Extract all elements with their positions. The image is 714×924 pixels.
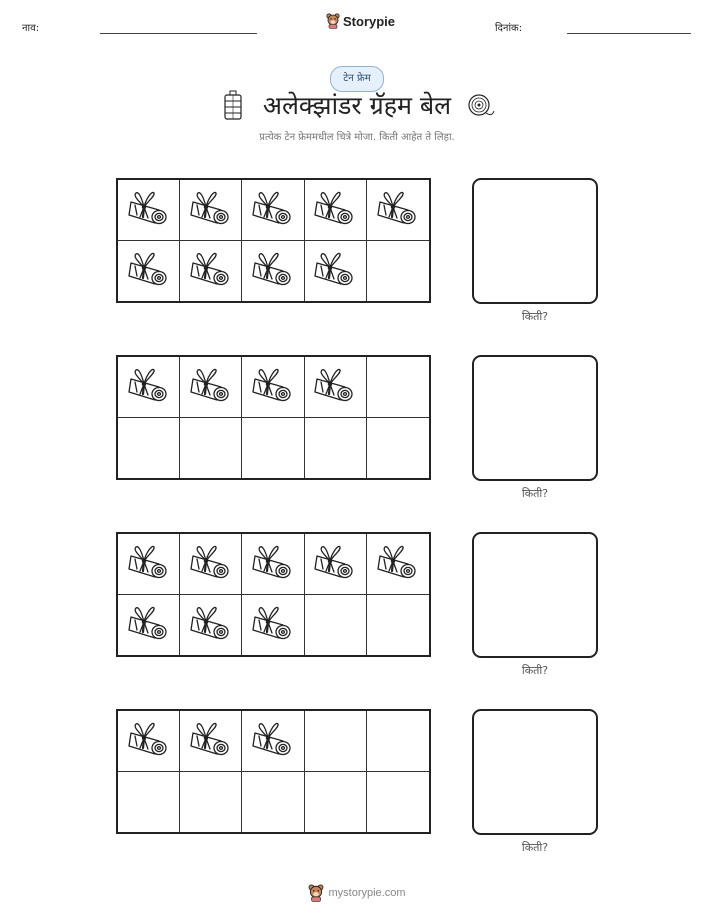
diploma-scroll-icon (251, 721, 295, 761)
ten-frame-cell (242, 241, 304, 302)
date-label: दिनांक: (495, 23, 523, 34)
ten-frame-cell (305, 711, 367, 772)
ten-frame-cell (180, 241, 242, 302)
diploma-scroll-icon (189, 721, 233, 761)
bear-icon (326, 13, 340, 29)
diploma-scroll-icon (127, 251, 171, 291)
ten-frame-cell (118, 180, 180, 241)
name-label: नाव: (22, 23, 40, 34)
brand-name: Storypie (343, 13, 396, 29)
diploma-scroll-icon (127, 544, 171, 584)
ten-frame-cell (180, 711, 242, 772)
diploma-scroll-icon (313, 367, 357, 407)
ten-frame-cell (242, 534, 304, 595)
diploma-scroll-icon (251, 190, 295, 230)
diploma-scroll-icon (189, 367, 233, 407)
footer-url[interactable]: mystorypie.com (328, 887, 406, 899)
how-many-label: किती? (521, 664, 549, 677)
ten-frame-cell (118, 595, 180, 656)
ten-frame-cell (305, 534, 367, 595)
ten-frame-cell (367, 534, 429, 595)
ten-frame-cell (118, 534, 180, 595)
answer-box[interactable] (472, 355, 598, 481)
wire-coil-icon (466, 93, 496, 119)
ten-frame-cell (305, 772, 367, 833)
ten-frame-cell (242, 180, 304, 241)
diploma-scroll-icon (189, 190, 233, 230)
ten-frame-cell (305, 357, 367, 418)
brand-logo (326, 13, 395, 29)
how-many-label: किती? (521, 310, 549, 323)
ten-frame-cell (242, 418, 304, 479)
ten-frame-cell (367, 241, 429, 302)
ten-frame-cell (180, 180, 242, 241)
ten-frame-cell (367, 595, 429, 656)
answer-box[interactable] (472, 178, 598, 304)
diploma-scroll-icon (251, 544, 295, 584)
how-many-label: किती? (521, 487, 549, 500)
ten-frame-cell (305, 241, 367, 302)
topic-badge: टेन फ्रेम (330, 66, 384, 92)
ten-frame-cell (367, 418, 429, 479)
ten-frame-cell (367, 180, 429, 241)
ten-frame-cell (242, 357, 304, 418)
page-title: अलेक्झांडर ग्रॅहम बेल (262, 91, 452, 120)
diploma-scroll-icon (313, 251, 357, 291)
diploma-scroll-icon (127, 367, 171, 407)
diploma-scroll-icon (313, 544, 357, 584)
bear-icon (308, 884, 324, 902)
diploma-scroll-icon (127, 605, 171, 645)
ten-frame-cell (242, 595, 304, 656)
ten-frame-cell (180, 534, 242, 595)
instructions: प्रत्येक टेन फ्रेममधील चित्रे मोजा. किती आहेत ते लिहा. (259, 132, 455, 143)
diploma-scroll-icon (251, 251, 295, 291)
ten-frame-cell (180, 772, 242, 833)
ten-frame (116, 178, 431, 303)
answer-box[interactable] (472, 532, 598, 658)
ten-frame-cell (118, 241, 180, 302)
ten-frame-cell (242, 711, 304, 772)
diploma-scroll-icon (127, 721, 171, 761)
name-line[interactable] (100, 33, 257, 34)
date-line[interactable] (567, 33, 691, 34)
footer (0, 884, 714, 902)
ten-frame-cell (180, 357, 242, 418)
diploma-scroll-icon (189, 544, 233, 584)
ten-frame-cell (367, 772, 429, 833)
diploma-scroll-icon (376, 190, 420, 230)
how-many-label: किती? (521, 841, 549, 854)
ten-frame-cell (118, 357, 180, 418)
ten-frame-cell (242, 772, 304, 833)
diploma-scroll-icon (313, 190, 357, 230)
ten-frame-cell (305, 418, 367, 479)
ten-frame-cell (118, 711, 180, 772)
diploma-scroll-icon (127, 190, 171, 230)
ten-frame (116, 355, 431, 480)
ten-frame-cell (180, 418, 242, 479)
ten-frame (116, 709, 431, 834)
ten-frame-cell (118, 772, 180, 833)
diploma-scroll-icon (376, 544, 420, 584)
diploma-scroll-icon (251, 367, 295, 407)
diploma-scroll-icon (189, 251, 233, 291)
ten-frame-cell (305, 180, 367, 241)
ten-frame-cell (118, 418, 180, 479)
diploma-scroll-icon (251, 605, 295, 645)
diploma-scroll-icon (189, 605, 233, 645)
ten-frame-cell (367, 711, 429, 772)
ten-frame-cell (180, 595, 242, 656)
ten-frame-cell (305, 595, 367, 656)
ten-frame (116, 532, 431, 657)
ten-frame-cell (367, 357, 429, 418)
answer-box[interactable] (472, 709, 598, 835)
